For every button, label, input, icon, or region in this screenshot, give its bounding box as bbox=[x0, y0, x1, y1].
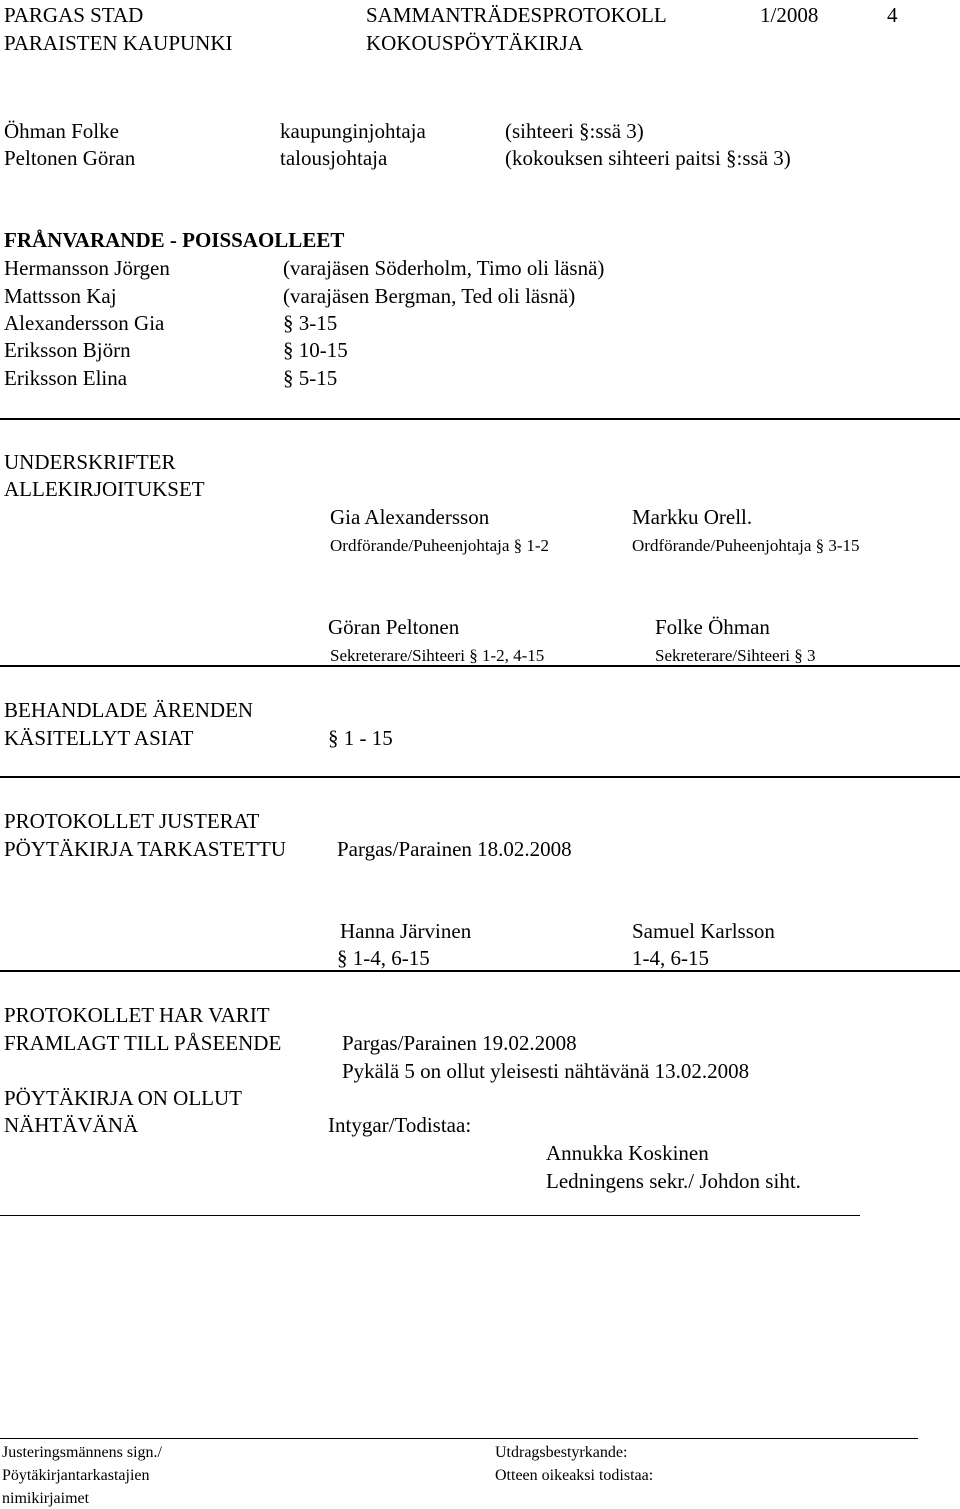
absent-note: § 3-15 bbox=[283, 311, 338, 335]
handled-heading-sv: BEHANDLADE ÄRENDEN bbox=[4, 698, 254, 722]
certifier-title: Ledningens sekr./ Johdon siht. bbox=[546, 1169, 801, 1193]
displayed-place-date: Pargas/Parainen 19.02.2008 bbox=[342, 1031, 577, 1055]
checker-name: Hanna Järvinen bbox=[340, 919, 472, 943]
footer-initials-label-3: nimikirjaimet bbox=[2, 1490, 90, 1507]
displayed-note: Pykälä 5 on ollut yleisesti nähtävänä 13.02.2008 bbox=[342, 1059, 750, 1083]
checker-name: Samuel Karlsson bbox=[632, 919, 775, 943]
secretary-name: Göran Peltonen bbox=[328, 615, 460, 639]
absent-note: (varajäsen Söderholm, Timo oli läsnä) bbox=[283, 256, 605, 280]
footer-initials-label-1: Justeringsmännens sign./ bbox=[2, 1444, 162, 1461]
footer-initials-label-2: Pöytäkirjantarkastajien bbox=[2, 1467, 150, 1484]
official-role: talousjohtaja bbox=[280, 146, 388, 170]
signatures-heading-sv: UNDERSKRIFTER bbox=[4, 450, 176, 474]
page-number: 4 bbox=[887, 3, 898, 27]
section-divider bbox=[0, 418, 960, 420]
secretary-name: Folke Öhman bbox=[655, 615, 770, 639]
org-name-sv: PARGAS STAD bbox=[4, 3, 144, 27]
official-note: (kokouksen sihteeri paitsi §:ssä 3) bbox=[505, 146, 791, 170]
absent-note: (varajäsen Bergman, Ted oli läsnä) bbox=[283, 284, 576, 308]
displayed-heading-fi-line2: NÄHTÄVÄNÄ bbox=[4, 1113, 139, 1137]
chair-name: Gia Alexandersson bbox=[330, 505, 490, 529]
document-type-sv: SAMMANTRÄDESPROTOKOLL bbox=[366, 3, 667, 27]
chair-role: Ordförande/Puheenjohtaja § 1-2 bbox=[330, 536, 550, 555]
section-divider bbox=[0, 776, 960, 778]
document-type-fi: KOKOUSPÖYTÄKIRJA bbox=[366, 31, 584, 55]
closing-rule bbox=[0, 1215, 860, 1216]
checker-sections: § 1-4, 6-15 bbox=[337, 946, 430, 970]
absent-name: Hermansson Jörgen bbox=[4, 256, 170, 280]
secretary-role: Sekreterare/Sihteeri § 3 bbox=[655, 646, 816, 665]
absent-note: § 5-15 bbox=[283, 366, 338, 390]
official-name: Öhman Folke bbox=[4, 119, 119, 143]
footer-certified-label-2: Otteen oikeaksi todistaa: bbox=[495, 1467, 654, 1484]
absent-name: Alexandersson Gia bbox=[4, 311, 165, 335]
displayed-heading-sv-line1: PROTOKOLLET HAR VARIT bbox=[4, 1003, 270, 1027]
handled-heading-fi: KÄSITELLYT ASIAT bbox=[4, 726, 194, 750]
footer-certified-label-1: Utdragsbestyrkande: bbox=[495, 1444, 628, 1461]
checked-place-date: Pargas/Parainen 18.02.2008 bbox=[337, 837, 572, 861]
official-note: (sihteeri §:ssä 3) bbox=[505, 119, 644, 143]
chair-name: Markku Orell. bbox=[632, 505, 753, 529]
certifier-name: Annukka Koskinen bbox=[546, 1141, 709, 1165]
official-role: kaupunginjohtaja bbox=[280, 119, 426, 143]
document-number: 1/2008 bbox=[760, 3, 819, 27]
absent-heading: FRÅNVARANDE - POISSAOLLEET bbox=[4, 228, 345, 252]
absent-name: Mattsson Kaj bbox=[4, 284, 117, 308]
checked-heading-fi: PÖYTÄKIRJA TARKASTETTU bbox=[4, 837, 287, 861]
checker-sections: 1-4, 6-15 bbox=[632, 946, 709, 970]
section-divider bbox=[0, 970, 960, 972]
checked-heading-sv: PROTOKOLLET JUSTERAT bbox=[4, 809, 260, 833]
chair-role: Ordförande/Puheenjohtaja § 3-15 bbox=[632, 536, 860, 555]
handled-sections: § 1 - 15 bbox=[328, 726, 393, 750]
absent-name: Eriksson Björn bbox=[4, 338, 131, 362]
secretary-role: Sekreterare/Sihteeri § 1-2, 4-15 bbox=[330, 646, 545, 665]
org-name-fi: PARAISTEN KAUPUNKI bbox=[4, 31, 233, 55]
certify-label: Intygar/Todistaa: bbox=[328, 1113, 472, 1137]
displayed-heading-fi-line1: PÖYTÄKIRJA ON OLLUT bbox=[4, 1086, 242, 1110]
signatures-heading-fi: ALLEKIRJOITUKSET bbox=[4, 477, 205, 501]
official-name: Peltonen Göran bbox=[4, 146, 136, 170]
displayed-heading-sv-line2: FRAMLAGT TILL PÅSEENDE bbox=[4, 1031, 282, 1055]
footer-rule bbox=[0, 1438, 918, 1439]
absent-note: § 10-15 bbox=[283, 338, 348, 362]
absent-name: Eriksson Elina bbox=[4, 366, 128, 390]
section-divider bbox=[0, 665, 960, 667]
